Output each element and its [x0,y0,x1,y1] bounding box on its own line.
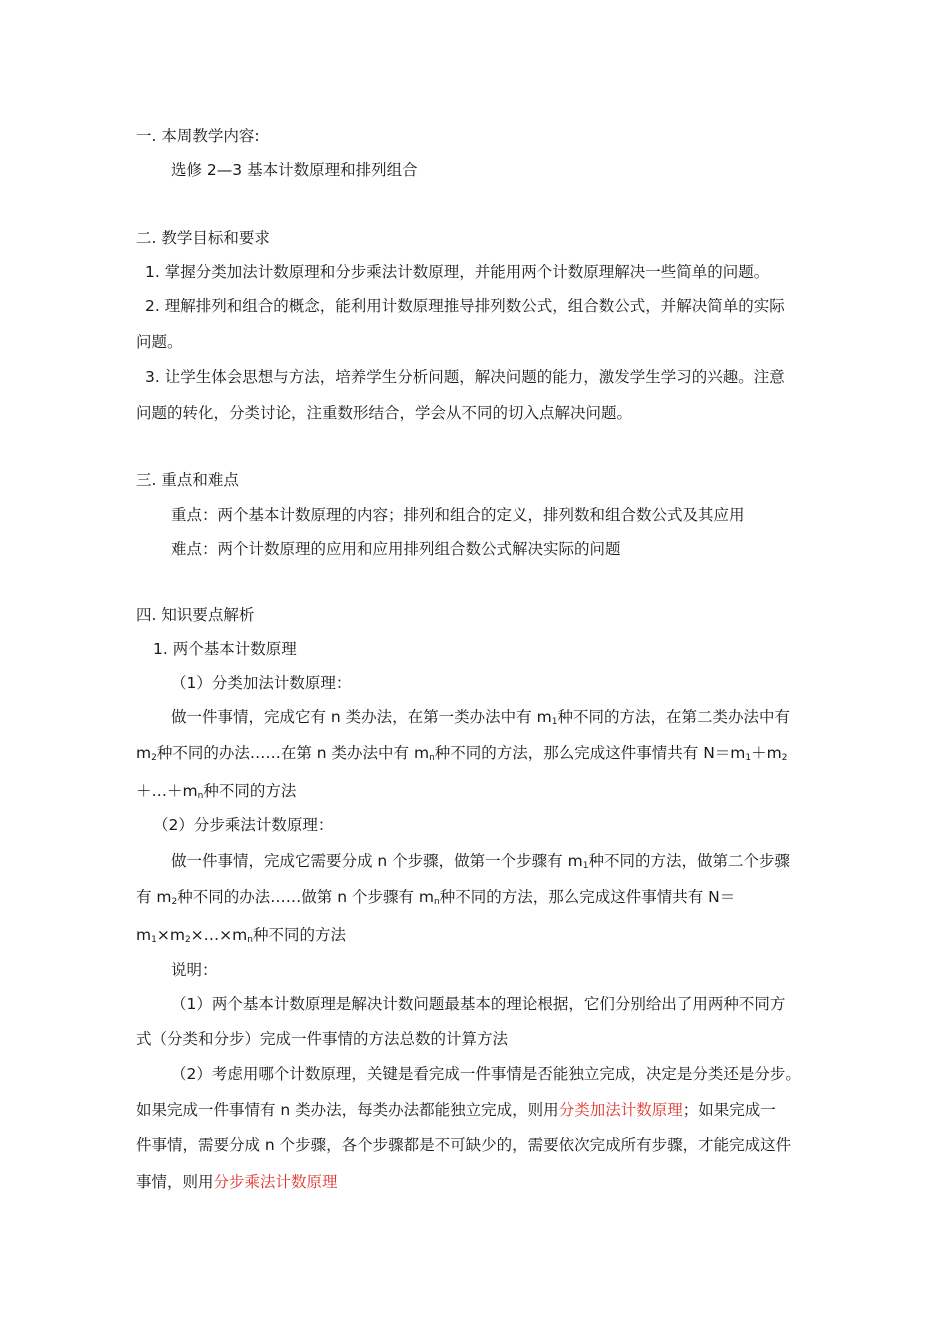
goal-2-line-1: 2. 理解排列和组合的概念，能利用计数原理推导排列数公式，组合数公式，并解决简单的实际 [145,297,785,315]
subscript: 1 [151,935,157,945]
text-run: m [136,926,152,944]
subscript: 2 [184,935,191,945]
text-run: ；如果完成一 [682,1101,776,1119]
text-run: 种不同的方法，在第二类办法中有 [557,708,790,726]
multiplication-principle-line-2 [136,887,735,907]
note-2-line-3: 件事情，需要分成 n 个步骤，各个步骤都是不可缺少的，需要依次完成所有步骤，才能完成这件 [136,1136,792,1154]
note-2-line-4 [136,1172,338,1192]
text-run: 种不同的办法……做第 n 个步骤有 m [177,888,434,906]
highlight-addition-principle: 分类加法计数原理 [558,1101,683,1119]
difficult-points: 难点：两个计数原理的应用和应用排列组合数公式解决实际的问题 [171,540,621,558]
addition-principle-line-3 [136,781,296,801]
text-run: 做一件事情，完成它需要分成 n 个步骤，做第一个步骤有 m [171,852,583,870]
text-run: ×m [156,926,185,944]
multiplication-principle-line-1 [171,851,790,871]
subscript: 2 [151,753,157,763]
addition-principle-title: （1）分类加法计数原理： [171,674,352,692]
text-run: 做一件事情，完成它有 n 类办法，在第一类办法中有 m [171,708,552,726]
addition-principle-line-2 [136,743,787,763]
text-run: 种不同的方法 [203,782,297,800]
section-1-heading: 一. 本周教学内容: [136,127,260,145]
goal-2-line-2: 问题。 [136,333,183,351]
section-4-heading: 四. 知识要点解析 [136,606,255,624]
goal-3-line-1: 3. 让学生体会思想与方法，培养学生分析问题，解决问题的能力，激发学生学习的兴趣。注意 [145,368,785,386]
subscript: 1 [582,861,589,871]
text-run: 有 m [136,888,172,906]
subscript: n [429,753,435,763]
highlight-multiplication-principle: 分步乘法计数原理 [213,1173,338,1191]
text-run: 种不同的方法 [252,926,346,944]
subscript: 2 [171,897,178,907]
text-run: 种不同的方法，那么完成这件事情共有 N＝m [434,744,746,762]
subscript: n [197,791,204,801]
note-1-line-1: （1）两个基本计数原理是解决计数问题最基本的理论根据，它们分别给出了用两种不同方 [171,995,786,1013]
text-run: m [136,744,152,762]
section-2-heading: 二. 教学目标和要求 [136,229,270,247]
note-title: 说明： [171,961,218,979]
note-1-line-2: 式（分类和分步）完成一件事情的方法总数的计算方法 [136,1030,509,1048]
text-run: ×…×m [190,926,248,944]
subscript: 1 [551,717,558,727]
multiplication-principle-title: （2）分步乘法计数原理： [153,816,334,834]
text-run: 如果完成一件事情有 n 类办法，每类办法都能独立完成，则用 [136,1101,559,1119]
text-run: 种不同的方法，那么完成这件事情共有 N＝ [439,888,736,906]
note-2-line-1: （2）考虑用哪个计数原理，关键是看完成一件事情是否能独立完成，决定是分类还是分步。 [171,1065,801,1083]
subscript: 2 [781,753,788,763]
section-3-heading: 三. 重点和难点 [136,471,239,489]
text-run: ＋m [751,744,782,762]
key-points: 重点：两个基本计数原理的内容；排列和组合的定义，排列数和组合数公式及其应用 [171,506,745,524]
multiplication-principle-line-3 [136,925,346,945]
text-run: 种不同的办法……在第 n 类办法中有 m [156,744,430,762]
section-1-item: 选修 2—3 基本计数原理和排列组合 [171,161,418,179]
goal-1: 1. 掌握分类加法计数原理和分步乘法计数原理，并能用两个计数原理解决一些简单的问题。 [145,263,770,281]
note-2-line-2 [136,1100,776,1120]
subscript: 1 [745,753,752,763]
text-run: ＋…＋m [136,782,198,800]
subsection-1-title: 1. 两个基本计数原理 [153,640,297,658]
subscript: n [433,897,440,907]
text-run: 种不同的方法，做第二个步骤 [588,852,790,870]
addition-principle-line-1 [171,707,790,727]
subscript: n [247,935,253,945]
goal-3-line-2: 问题的转化，分类讨论，注重数形结合，学会从不同的切入点解决问题。 [136,404,633,422]
text-run: 事情，则用 [136,1173,214,1191]
